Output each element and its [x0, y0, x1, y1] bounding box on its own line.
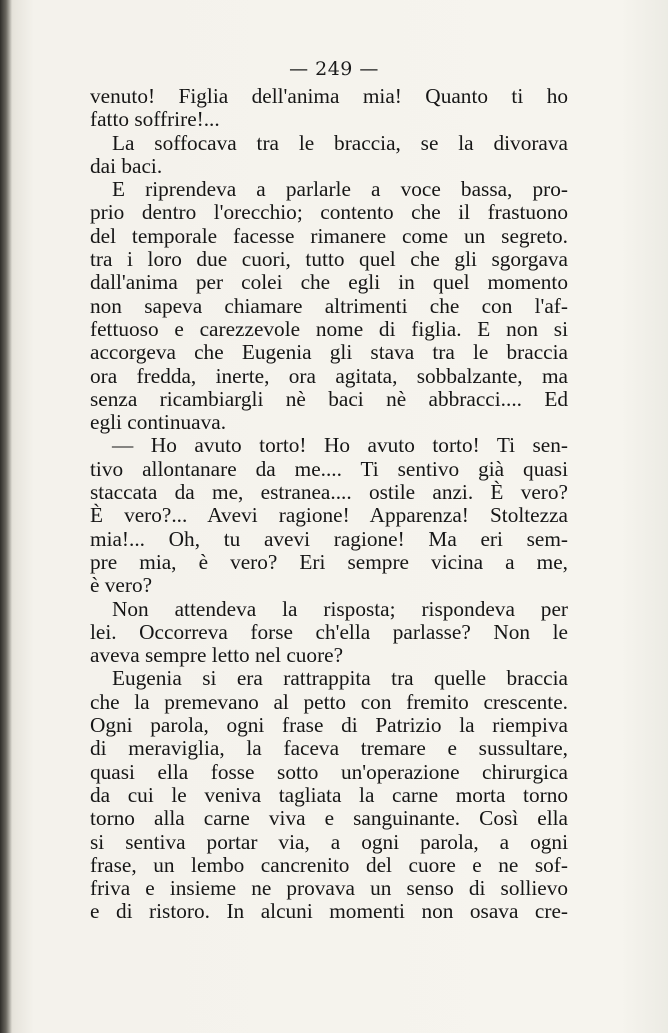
text-line: del temporale facesse rimanere come un segreto. — [90, 223, 568, 248]
binding-edge — [0, 0, 12, 1033]
text-line: lei. Occorreva forse ch'ella parlasse? Non le — [90, 619, 568, 644]
text-line: venuto! Figlia dell'anima mia! Quanto ti ho — [90, 84, 568, 108]
text-line: frase, un lembo cancrenito del cuore e ne sof- — [90, 852, 568, 877]
text-line: tivo allontanare da me.... Ti sentivo già quasi — [90, 456, 568, 481]
text-line: senza ricambiargli nè baci nè abbracci.... Ed — [90, 386, 568, 411]
text-line: è vero? — [90, 573, 153, 598]
text-line: di meraviglia, la faceva tremare e sussultare, — [90, 736, 568, 761]
text-line: fatto soffrire!... — [90, 107, 220, 132]
text-line: ora fredda, inerte, ora agitata, sobbalzante, ma — [90, 363, 568, 388]
text-line: e di ristoro. In alcuni momenti non osava cre- — [90, 899, 568, 924]
text-line: pre mia, è vero? Eri sempre vicina a me, — [90, 549, 568, 574]
text-line: egli continuava. — [90, 410, 227, 435]
text-line: mia!... Oh, tu avevi ragione! Ma eri sem- — [90, 526, 568, 551]
page-number: — 249 — — [289, 58, 379, 80]
text-line: Ogni parola, ogni frase di Patrizio la riempiva — [90, 713, 568, 738]
text-line: È vero?... Avevi ragione! Apparenza! Stoltezza — [90, 503, 568, 528]
text-line: non sapeva chiamare altrimenti che con l'af- — [90, 293, 568, 318]
text-line: — Ho avuto torto! Ho avuto torto! Ti sen- — [112, 433, 568, 458]
text-line: dai baci. — [90, 153, 163, 178]
text-line: da cui le veniva tagliata la carne morta torno — [90, 782, 568, 807]
text-line: si sentiva portar via, a ogni parola, a ogni — [90, 829, 568, 854]
text-line: friva e insieme ne provava un senso di sollievo — [90, 876, 568, 901]
text-line: La soffocava tra le braccia, se la divorava — [112, 130, 568, 155]
text-line: quasi ella fosse sotto un'operazione chirurgica — [90, 759, 568, 784]
text-line: aveva sempre letto nel cuore? — [90, 643, 344, 668]
text-line: Eugenia si era rattrappita tra quelle braccia — [112, 666, 568, 691]
text-line: tra i loro due cuori, tutto quel che gli sgorgava — [90, 247, 568, 272]
body-text — [90, 85, 568, 924]
text-line: dall'anima per colei che egli in quel momento — [90, 270, 568, 295]
text-line: Non attendeva la risposta; rispondeva per — [112, 596, 568, 621]
text-line: fettuoso e carezzevole nome di figlia. E non si — [90, 316, 568, 341]
text-line: staccata da me, estranea.... ostile anzi. È vero? — [90, 480, 568, 505]
text-line: accorgeva che Eugenia gli stava tra le braccia — [90, 340, 568, 365]
text-line: E riprendeva a parlarle a voce bassa, pro- — [112, 177, 568, 202]
text-line: prio dentro l'orecchio; contento che il frastuono — [90, 200, 568, 225]
text-line: torno alla carne viva e sanguinante. Così ella — [90, 806, 568, 831]
text-line: che la premevano al petto con fremito crescente. — [90, 689, 568, 714]
